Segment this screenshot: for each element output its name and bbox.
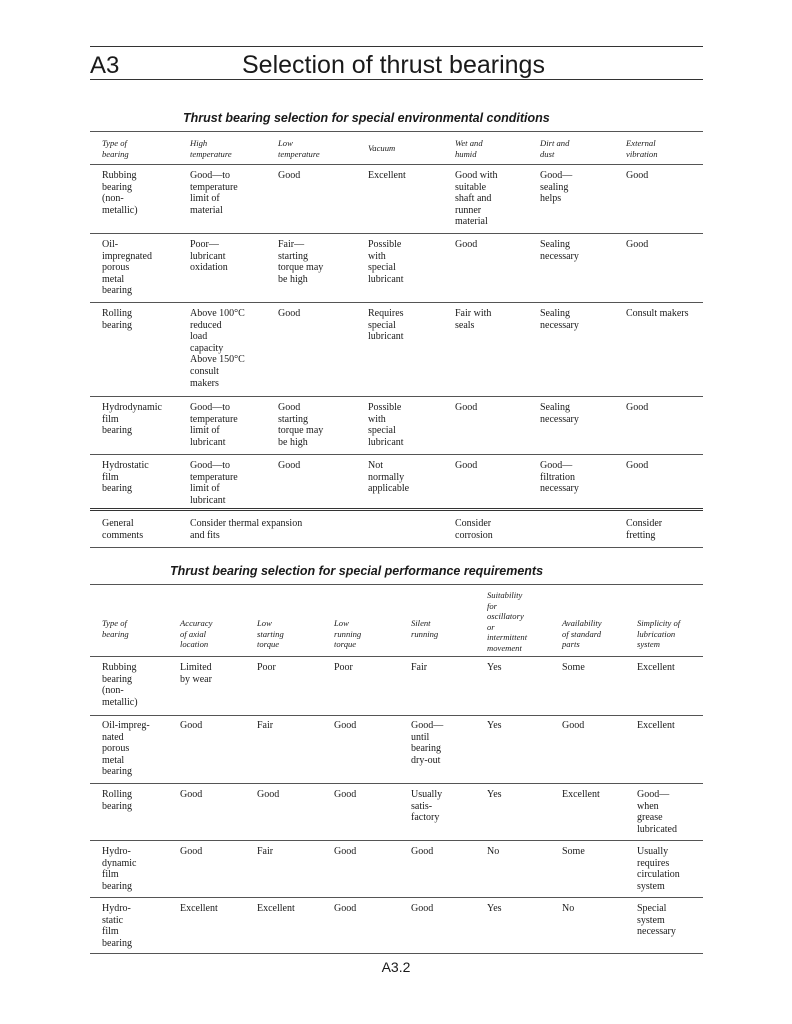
table2-cell: No (562, 903, 575, 914)
table2-row-rule (90, 840, 703, 841)
table1-cell: Good (455, 402, 478, 413)
table1-header-external-vibration: External vibration (626, 138, 658, 159)
table1-title: Thrust bearing selection for special environmental conditions (183, 111, 550, 125)
table2-cell: Limited by wear (180, 662, 212, 685)
table2-cell: Fair (257, 720, 274, 731)
table2-header-availability: Availability of standard parts (562, 618, 602, 649)
table1-header-type: Type of bearing (102, 138, 129, 159)
table2-cell: Good (334, 903, 357, 914)
table2-cell: Some (562, 662, 585, 673)
table2-cell: Yes (487, 720, 502, 731)
table1-comments-label: General comments (102, 518, 144, 541)
table1-cell: Good (278, 170, 301, 181)
table1-header-wet-humid: Wet and humid (455, 138, 483, 159)
header-top-rule (90, 46, 703, 47)
table1-row-rule (90, 233, 703, 234)
table1-cell: Good—to temperature limit of lubricant (190, 460, 238, 506)
table2-cell: Good (334, 846, 357, 857)
table2-cell: Good (180, 846, 203, 857)
table2-cell: Good (411, 903, 434, 914)
table1-top-rule (90, 131, 703, 132)
table2-cell: Fair (257, 846, 274, 857)
table2-cell: Rubbing bearing (non- metallic) (102, 662, 138, 708)
table2-bottom-rule (90, 953, 703, 954)
table2-cell: Yes (487, 789, 502, 800)
table2-cell: Good (334, 720, 357, 731)
page-number: A3.2 (381, 959, 411, 975)
table1-cell: Hydrodynamic film bearing (102, 402, 162, 437)
table2-cell: Good (180, 789, 203, 800)
table1-cell: Rolling bearing (102, 308, 133, 331)
section-code: A3 (90, 52, 120, 79)
table2-header-low-starting-torque: Low starting torque (257, 618, 284, 649)
table2-cell: Usually satis- factory (411, 789, 443, 824)
table1-cell: Sealing necessary (540, 402, 579, 425)
table2-cell: Some (562, 846, 585, 857)
table1-cell: Oil- impregnated porous metal bearing (102, 239, 152, 297)
table2-title: Thrust bearing selection for special performance requirements (170, 564, 544, 578)
page-title: Selection of thrust bearings (242, 51, 545, 79)
table1-cell: Good starting torque may be high (278, 402, 324, 448)
table1-cell: Good (455, 460, 478, 471)
table1-cell: Good (278, 460, 301, 471)
table1-cell: Not normally applicable (368, 460, 410, 495)
table1-cell: Possible with special lubricant (368, 239, 404, 285)
table2-cell: No (487, 846, 500, 857)
table1-cell: Possible with special lubricant (368, 402, 404, 448)
table2-cell: Good— when grease lubricated (637, 789, 677, 835)
table2-cell: Excellent (180, 903, 218, 914)
table1-cell: Good (626, 239, 649, 250)
table1-cell: Sealing necessary (540, 308, 579, 331)
table2-cell: Special system necessary (637, 903, 676, 938)
header-bottom-rule (90, 79, 703, 80)
table1-row-rule (90, 302, 703, 303)
table2-cell: Yes (487, 903, 502, 914)
table1-cell: Fair with seals (455, 308, 492, 331)
table1-row-rule (90, 396, 703, 397)
table1-row-rule (90, 454, 703, 455)
table1-cell: Good— filtration necessary (540, 460, 579, 495)
table1-comments-rule (90, 508, 703, 511)
table1-cell: Good (455, 239, 478, 250)
table2-cell: Hydro- static film bearing (102, 903, 132, 949)
table2-header-oscillatory: Suitability for oscillatory or intermittent movement (487, 590, 528, 653)
table1-cell: Hydrostatic film bearing (102, 460, 149, 495)
table2-cell: Excellent (637, 662, 675, 673)
table1-header-dirt-dust: Dirt and dust (540, 138, 570, 159)
table2-cell: Good (257, 789, 280, 800)
table2-header-lubrication: Simplicity of lubrication system (637, 618, 681, 649)
table1-header-high-temperature: High temperature (190, 138, 232, 159)
table1-cell: Above 100°C reduced load capacity Above 150°C consult makers (190, 308, 245, 389)
table2-header-type: Type of bearing (102, 618, 129, 639)
table1-cell: Good—to temperature limit of material (190, 170, 238, 216)
table1-comment-fretting: Consider fretting (626, 518, 663, 541)
table2-cell: Good (562, 720, 585, 731)
table2-cell: Good (334, 789, 357, 800)
table2-cell: Fair (411, 662, 428, 673)
table1-cell: Requires special lubricant (368, 308, 404, 343)
table2-cell: Yes (487, 662, 502, 673)
table1-cell: Consult makers (626, 308, 689, 319)
table1-header-low-temperature: Low temperature (278, 138, 320, 159)
table2-cell: Oil-impreg- nated porous metal bearing (102, 720, 150, 778)
table1-comment-thermal: Consider thermal expansion and fits (190, 518, 303, 541)
table2-cell: Excellent (257, 903, 295, 914)
table1-cell: Rubbing bearing (non- metallic) (102, 170, 138, 216)
table2-cell: Good (411, 846, 434, 857)
table1-bottom-rule (90, 547, 703, 548)
table1-cell: Good—to temperature limit of lubricant (190, 402, 238, 448)
table2-header-silent-running: Silent running (411, 618, 439, 639)
table1-cell: Sealing necessary (540, 239, 579, 262)
table2-cell: Poor (257, 662, 276, 673)
table1-cell: Good (278, 308, 301, 319)
table1-header-vacuum: Vacuum (368, 143, 396, 153)
table2-row-rule (90, 783, 703, 784)
table1-cell: Poor— lubricant oxidation (190, 239, 228, 274)
table2-header-low-running-torque: Low running torque (334, 618, 362, 649)
table1-cell: Fair— starting torque may be high (278, 239, 324, 285)
table2-row-rule (90, 897, 703, 898)
table2-header-accuracy: Accuracy of axial location (180, 618, 213, 649)
table1-cell: Good— sealing helps (540, 170, 573, 205)
table2-header-rule (90, 656, 703, 657)
table2-cell: Excellent (637, 720, 675, 731)
table1-comment-corrosion: Consider corrosion (455, 518, 493, 541)
table1-cell: Good (626, 402, 649, 413)
table2-cell: Excellent (562, 789, 600, 800)
table1-header-rule (90, 164, 703, 165)
table2-top-rule (90, 584, 703, 585)
table2-row-rule (90, 715, 703, 716)
table2-cell: Usually requires circulation system (637, 846, 680, 892)
table1-cell: Excellent (368, 170, 406, 181)
table2-cell: Poor (334, 662, 353, 673)
table2-cell: Good (180, 720, 203, 731)
table2-cell: Hydro- dynamic film bearing (102, 846, 137, 892)
table1-cell: Good with suitable shaft and runner material (455, 170, 498, 228)
table2-cell: Rolling bearing (102, 789, 133, 812)
table1-cell: Good (626, 170, 649, 181)
table1-cell: Good (626, 460, 649, 471)
table2-cell: Good— until bearing dry-out (411, 720, 444, 766)
